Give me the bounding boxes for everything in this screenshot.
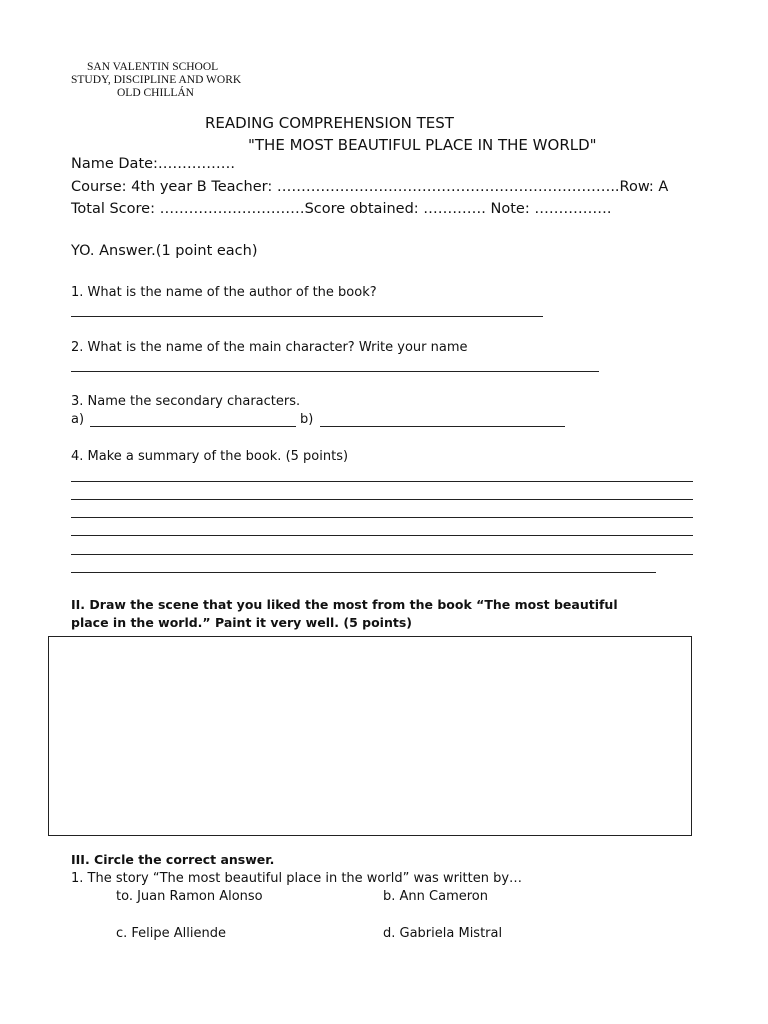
test-title: READING COMPREHENSION TEST	[205, 114, 454, 132]
option-b: b. Ann Cameron	[383, 889, 488, 904]
answer-line	[320, 426, 565, 427]
answer-line	[71, 371, 599, 372]
summary-line	[71, 572, 656, 573]
school-name: SAN VALENTIN SCHOOL	[87, 61, 219, 73]
summary-line	[71, 554, 693, 555]
answer-line	[71, 316, 543, 317]
question-3: 3. Name the secondary characters.	[71, 394, 301, 409]
section-3-title: III. Circle the correct answer.	[71, 852, 275, 867]
question-3-a-label: a)	[71, 412, 85, 427]
option-a: to. Juan Ramon Alonso	[116, 889, 263, 904]
course-teacher-row-field: Course: 4th year B Teacher: ……………………………………………………………..Row: A	[71, 179, 669, 195]
option-c: c. Felipe Alliende	[116, 926, 226, 941]
question-3-b-label: b)	[300, 412, 314, 427]
summary-line	[71, 499, 693, 500]
question-1: 1. What is the name of the author of the book?	[71, 285, 377, 300]
school-motto: STUDY, DISCIPLINE AND WORK	[71, 74, 242, 86]
school-location: OLD CHILLÁN	[117, 87, 194, 99]
score-field: Total Score: …………………………Score obtained: …………. Note: …………….	[71, 201, 612, 217]
question-2: 2. What is the name of the main character? Write your name	[71, 340, 468, 355]
summary-line	[71, 481, 693, 482]
section-3-question-1: 1. The story “The most beautiful place in the world” was written by…	[71, 871, 523, 886]
question-4: 4. Make a summary of the book. (5 points)	[71, 449, 349, 464]
section-2-instruction-line-1: II. Draw the scene that you liked the most from the book “The most beautiful	[71, 597, 618, 612]
summary-line	[71, 535, 693, 536]
answer-line	[90, 426, 296, 427]
section-1-title: YO. Answer.(1 point each)	[71, 243, 258, 259]
section-2-instruction-line-2: place in the world.” Paint it very well. (5 points)	[71, 615, 412, 630]
summary-line	[71, 517, 693, 518]
name-date-field: Name Date:…………….	[71, 156, 236, 172]
drawing-box	[48, 636, 692, 836]
test-subtitle: "THE MOST BEAUTIFUL PLACE IN THE WORLD"	[248, 136, 597, 154]
option-d: d. Gabriela Mistral	[383, 926, 503, 941]
